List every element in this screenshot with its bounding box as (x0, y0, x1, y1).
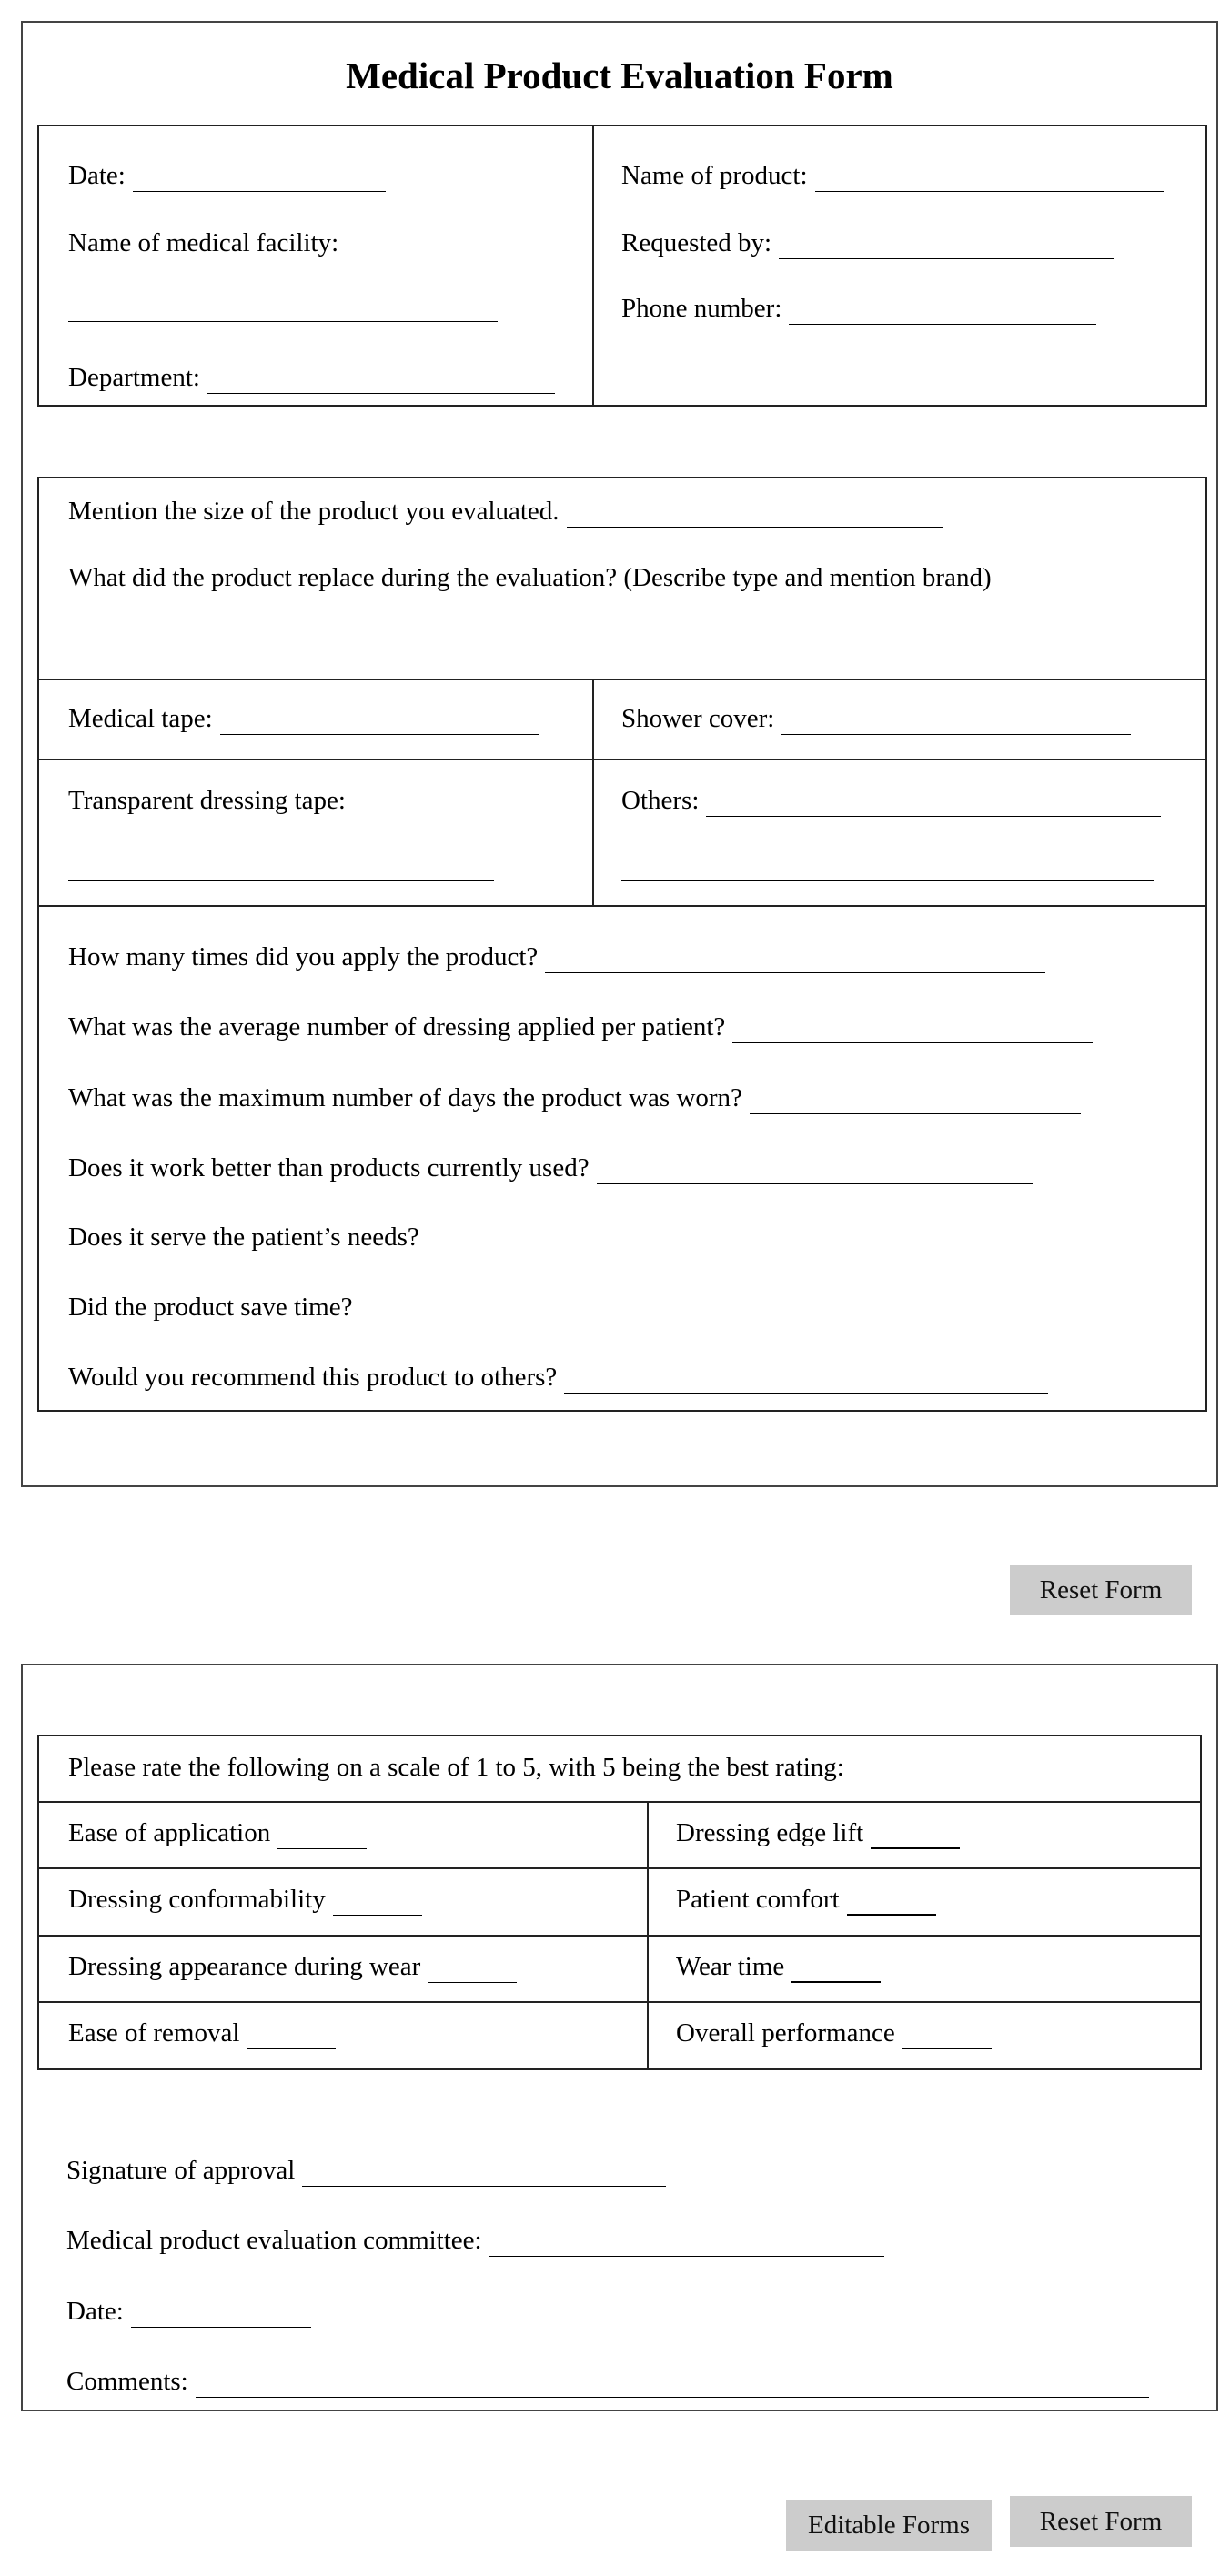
product-label: Name of product: (621, 161, 808, 190)
requested-input[interactable] (779, 236, 1114, 259)
phone-label: Phone number: (621, 294, 782, 323)
question-input[interactable] (732, 1021, 1093, 1043)
approval-date-input[interactable] (131, 2305, 311, 2328)
question-label: Does it serve the patient’s needs? (68, 1223, 419, 1252)
department-input[interactable] (207, 371, 555, 394)
signature-field (66, 2154, 666, 2187)
reset-form-button[interactable]: Reset Form (1010, 1565, 1192, 1615)
signature-label: Signature of approval (66, 2156, 296, 2185)
facility-label: Name of medical facility: (68, 228, 339, 257)
form-page-2 (21, 1664, 1218, 2411)
question-input[interactable] (750, 1092, 1081, 1114)
rating-item-left (68, 2017, 336, 2049)
form-title: Medical Product Evaluation Form (346, 55, 893, 96)
others-input-1[interactable] (706, 794, 1161, 817)
rating-item-left (68, 1950, 517, 1983)
question-input[interactable] (359, 1301, 843, 1323)
medical-tape-input[interactable] (220, 712, 539, 735)
date-input[interactable] (133, 169, 386, 192)
transparent-tape-input[interactable] (68, 880, 494, 881)
reset-form-button-bottom[interactable]: Reset Form (1010, 2496, 1192, 2547)
committee-label: Medical product evaluation committee: (66, 2226, 482, 2255)
question-label: What was the average number of dressing applied per patient? (68, 1012, 726, 1041)
question-row (68, 1011, 1093, 1043)
comments-field (66, 2365, 1149, 2398)
shower-cover-label: Shower cover: (621, 704, 775, 733)
rating-table (37, 1735, 1202, 2070)
rating-label: Wear time (676, 1952, 785, 1981)
product-input[interactable] (815, 169, 1164, 192)
requested-label: Requested by: (621, 228, 772, 257)
question-label: Would you recommend this product to others? (68, 1363, 558, 1392)
question-row (68, 941, 1045, 973)
rating-item-left (68, 1883, 422, 1916)
size-field (68, 495, 943, 528)
question-row (68, 1152, 1033, 1184)
rating-input[interactable] (247, 2027, 336, 2049)
question-row (68, 1221, 911, 1253)
rating-input[interactable] (871, 1826, 960, 1849)
question-label: How many times did you apply the product? (68, 942, 539, 971)
form-page-1 (21, 21, 1218, 1487)
question-row (68, 1291, 843, 1323)
question-input[interactable] (427, 1231, 911, 1253)
rating-input[interactable] (428, 1960, 517, 1983)
evaluation-section (37, 477, 1207, 1412)
phone-input[interactable] (789, 302, 1096, 325)
question-row (68, 1361, 1048, 1394)
rating-input[interactable] (847, 1892, 936, 1916)
rating-input[interactable] (333, 1893, 422, 1916)
department-label: Department: (68, 363, 200, 392)
rating-label: Dressing conformability (68, 1885, 326, 1914)
department-field (68, 361, 555, 394)
question-row (68, 1082, 1081, 1114)
rating-input[interactable] (902, 2026, 992, 2049)
rating-item-left (68, 1816, 367, 1849)
comments-label: Comments: (66, 2367, 188, 2396)
rating-item-right (676, 1816, 960, 1849)
rating-item-right (676, 1950, 881, 1983)
committee-input[interactable] (489, 2234, 884, 2257)
question-input[interactable] (597, 1162, 1033, 1184)
rating-label: Dressing appearance during wear (68, 1952, 421, 1981)
transparent-tape-label: Transparent dressing tape: (68, 786, 346, 815)
date-label: Date: (68, 161, 126, 190)
rating-label: Patient comfort (676, 1885, 840, 1914)
phone-field (621, 292, 1096, 325)
question-label: What was the maximum number of days the product was worn? (68, 1083, 742, 1112)
rating-item-right (676, 2017, 992, 2049)
size-question: Mention the size of the product you evaluated. (68, 497, 560, 526)
rating-input[interactable] (277, 1826, 367, 1849)
question-input[interactable] (545, 951, 1045, 973)
date-field (68, 159, 386, 192)
editable-forms-button[interactable]: Editable Forms (786, 2500, 992, 2551)
approval-date-field (66, 2295, 311, 2328)
rating-label: Ease of application (68, 1818, 271, 1847)
others-field (621, 784, 1161, 817)
shower-cover-input[interactable] (781, 712, 1131, 735)
rating-label: Ease of removal (68, 2018, 240, 2048)
shower-cover-field (621, 702, 1131, 735)
rating-instruction: Please rate the following on a scale of 1 to 5, with 5 being the best rating: (68, 1753, 844, 1782)
size-input[interactable] (567, 505, 943, 528)
approval-date-label: Date: (66, 2297, 124, 2326)
others-input-2[interactable] (621, 880, 1154, 881)
committee-field (66, 2224, 884, 2257)
replace-question: What did the product replace during the evaluation? (Describe type and mention brand) (68, 563, 992, 592)
comments-input[interactable] (196, 2375, 1149, 2398)
medical-tape-field (68, 702, 539, 735)
others-label: Others: (621, 786, 700, 815)
header-section (37, 125, 1207, 407)
signature-input[interactable] (302, 2164, 666, 2187)
requested-field (621, 226, 1114, 259)
product-field (621, 159, 1164, 192)
rating-label: Overall performance (676, 2018, 895, 2048)
rating-label: Dressing edge lift (676, 1818, 864, 1847)
question-label: Does it work better than products currently used? (68, 1153, 590, 1182)
facility-input[interactable] (68, 321, 498, 322)
rating-input[interactable] (791, 1959, 881, 1983)
medical-tape-label: Medical tape: (68, 704, 213, 733)
question-input[interactable] (564, 1371, 1048, 1394)
rating-item-right (676, 1883, 936, 1916)
question-label: Did the product save time? (68, 1293, 353, 1322)
